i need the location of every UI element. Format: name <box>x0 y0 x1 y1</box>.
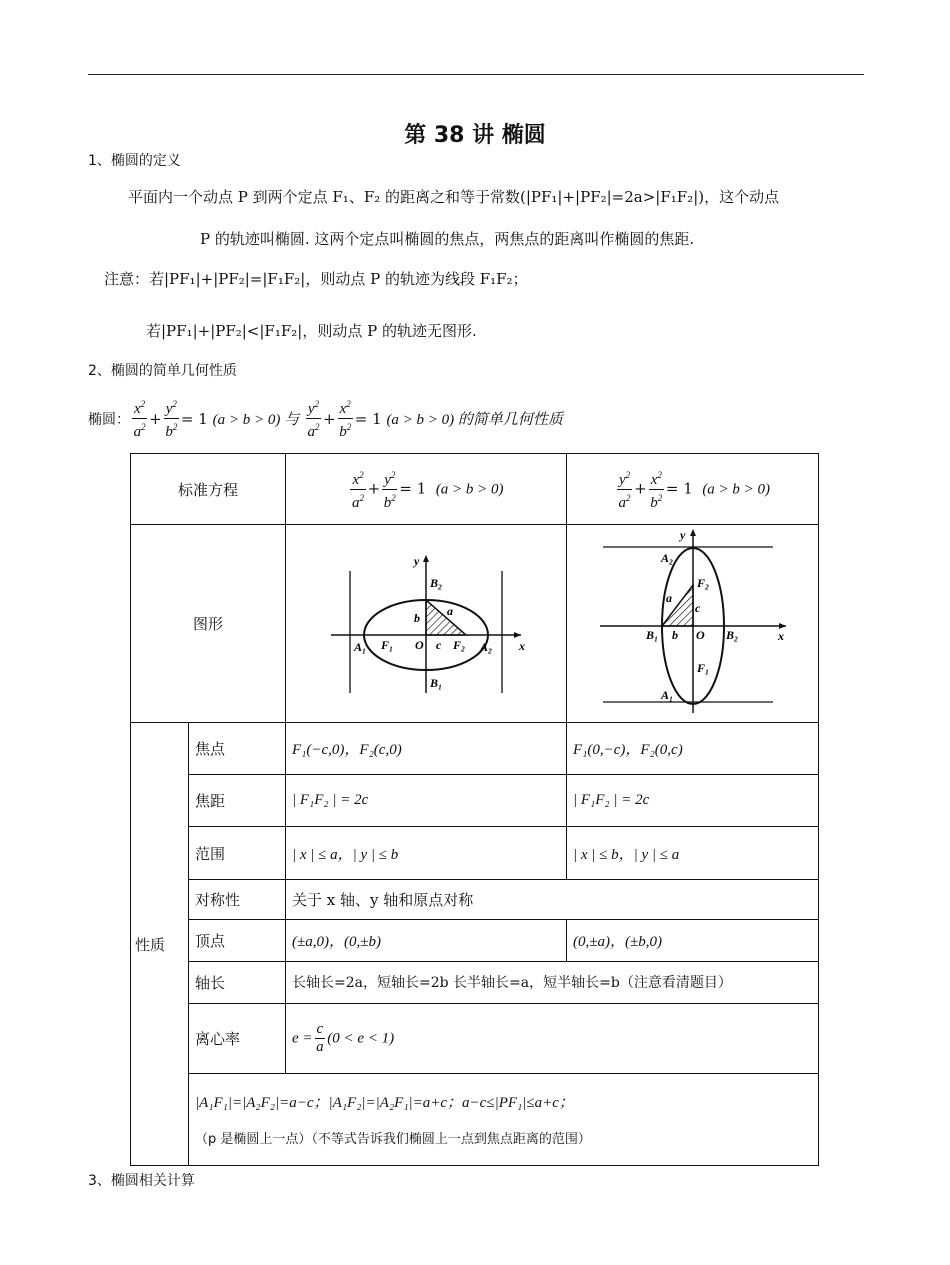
symmetry-value: 关于 x 轴、y 轴和原点对称 <box>286 879 819 919</box>
eccentricity-value: e = $\frac{c}{a}$ (0 < e < 1) <box>286 1003 819 1073</box>
focal-length-horizontal: | F₁F₂ | = 2c <box>286 775 567 827</box>
svg-text:B₂: B₂ <box>725 627 738 642</box>
definition-line-2: P 的轨迹叫椭圆. 这两个定点叫椭圆的焦点，两焦点的距离叫作椭圆的焦距. <box>200 230 695 248</box>
svg-text:x: x <box>519 638 526 653</box>
label-symmetry: 对称性 <box>189 879 286 919</box>
definition-line-1a: 平面内一个动点 P 到两个定点 F₁、F₂ 的距离之和等于常数(|PF₁|+|PF₂|=2a>|F₁F₂|) <box>128 188 705 206</box>
equation-horizontal-cond: (a > b > 0) <box>435 481 504 498</box>
svg-text:b: b <box>414 610 421 625</box>
label-focal-length: 焦距 <box>189 775 286 827</box>
note-line-1: 注意：若|PF₁|+|PF₂|=|F₁F₂|，则动点 P 的轨迹为线段 F₁F₂； <box>104 270 528 288</box>
equation-vertical: $\frac{y^2}{a^2}$ + $\frac{x^2}{b^2}$ = 1 (a > b > 0) <box>567 454 819 525</box>
axis-length-value: 长轴长=2a，短轴长=2b 长半轴长=a，短半轴长=b（注意看清题目） <box>286 961 819 1003</box>
vertical-ellipse-figure <box>598 527 788 717</box>
svg-text:B₁: B₁ <box>430 675 443 690</box>
row-figure <box>131 525 819 723</box>
svg-text:O: O <box>695 627 705 642</box>
row-focal-distances <box>131 1073 819 1165</box>
svg-text:y: y <box>679 527 685 542</box>
focal-distances-cell <box>189 1073 819 1165</box>
label-foci: 焦点 <box>189 723 286 775</box>
row-eccentricity <box>131 1003 819 1073</box>
vertices-vertical: (0,±a)，(±b,0) <box>567 919 819 961</box>
svg-text:F₂: F₂ <box>453 637 466 652</box>
focal-distances-note: （p 是椭圆上一点）（不等式告诉我们椭圆上一点到焦点距离的范围） <box>195 1132 591 1148</box>
fraction-x2-b2: $\frac{x^2}{b^2}$ <box>338 396 353 441</box>
svg-text:A₁: A₁ <box>660 687 673 702</box>
row-focal-length <box>131 775 819 827</box>
svg-text:c: c <box>436 637 442 652</box>
svg-text:F₁: F₁ <box>381 637 394 652</box>
svg-text:A₁: A₁ <box>354 639 367 654</box>
svg-text:x: x <box>777 628 784 643</box>
focal-distances-formula: |A₁F₁|=|A₂F₂|=a−c；|A₁F₂|=|A₂F₁|=a+c；a−c≤|PF₁|≤a+c； <box>195 1095 574 1112</box>
vertices-horizontal: (±a,0)，(0,±b) <box>286 919 567 961</box>
svg-text:c: c <box>694 600 700 615</box>
section-heading-properties: 2、椭圆的简单几何性质 <box>88 363 237 379</box>
label-axis-length: 轴长 <box>189 961 286 1003</box>
label-range: 范围 <box>189 827 286 879</box>
intro-cond-1: (a > b > 0) 与 <box>212 412 300 428</box>
equation-horizontal: $\frac{x^2}{a^2}$ + $\frac{y^2}{b^2}$ = 1 (a > b > 0) <box>286 454 567 525</box>
svg-text:F₂: F₂ <box>696 575 709 590</box>
foci-horizontal: F₁(−c,0)，F₂(c,0) <box>286 723 567 775</box>
svg-text:B₁: B₁ <box>645 627 658 642</box>
section-heading-calculations: 3、椭圆相关计算 <box>88 1173 195 1189</box>
fraction-x2-a2: $\frac{x^2}{a^2}$ <box>132 396 147 441</box>
row-axis-length <box>131 961 819 1003</box>
fraction-y2-a2: $\frac{y^2}{a^2}$ <box>306 396 321 441</box>
row-foci <box>131 723 819 775</box>
range-vertical: | x | ≤ b，| y | ≤ a <box>567 827 819 879</box>
label-eccentricity: 离心率 <box>189 1003 286 1073</box>
properties-table <box>130 453 819 1166</box>
definition-line-1b: ，这个动点 <box>704 188 780 206</box>
figure-horizontal-cell <box>286 525 567 723</box>
intro-line: 椭圆： $\frac{x^2}{a^2}$ + $\frac{y^2}{b^2}$ = 1 (a > b > 0) 与 $\frac{y^2}{a^2}$ + $\frac{x^2}{b^2}$ = 1 (a > b > 0) 的简单几何性质 <box>88 396 563 441</box>
foci-vertical: F₁(0,−c)，F₂(0,c) <box>567 723 819 775</box>
svg-text:A₂: A₂ <box>660 550 673 565</box>
horizontal-ellipse-figure <box>326 547 526 697</box>
figure-vertical-cell <box>567 525 819 723</box>
intro-prefix: 椭圆： <box>88 411 130 428</box>
section-heading-definition: 1、椭圆的定义 <box>88 153 181 169</box>
focal-length-vertical: | F₁F₂ | = 2c <box>567 775 819 827</box>
definition-line-1 <box>128 186 779 207</box>
range-horizontal: | x | ≤ a，| y | ≤ b <box>286 827 567 879</box>
equation-vertical-cond: (a > b > 0) <box>702 481 771 498</box>
header-rule <box>88 74 864 75</box>
row-symmetry <box>131 879 819 919</box>
row-range <box>131 827 819 879</box>
svg-text:y: y <box>414 553 420 568</box>
svg-text:a: a <box>665 590 672 605</box>
svg-text:a: a <box>447 603 454 618</box>
eccentricity-range: (0 < e < 1) <box>327 1030 395 1047</box>
row-vertices <box>131 919 819 961</box>
intro-cond-2: (a > b > 0) 的简单几何性质 <box>386 412 563 428</box>
svg-text:O: O <box>415 637 424 652</box>
note-line-2: 若|PF₁|+|PF₂|<|F₁F₂|，则动点 P 的轨迹无图形. <box>146 322 477 340</box>
page-title: 第 38 讲 椭圆 <box>404 123 546 148</box>
label-figure: 图形 <box>131 525 286 723</box>
svg-text:B₂: B₂ <box>430 575 443 590</box>
label-vertices: 顶点 <box>189 919 286 961</box>
row-standard-equation <box>131 454 819 525</box>
fraction-y2-b2: $\frac{y^2}{b^2}$ <box>164 396 179 441</box>
svg-text:A₂: A₂ <box>480 639 493 654</box>
svg-text:F₁: F₁ <box>696 660 709 675</box>
label-properties-group: 性质 <box>131 723 189 1166</box>
svg-text:b: b <box>671 627 678 642</box>
label-standard-equation: 标准方程 <box>131 454 286 525</box>
